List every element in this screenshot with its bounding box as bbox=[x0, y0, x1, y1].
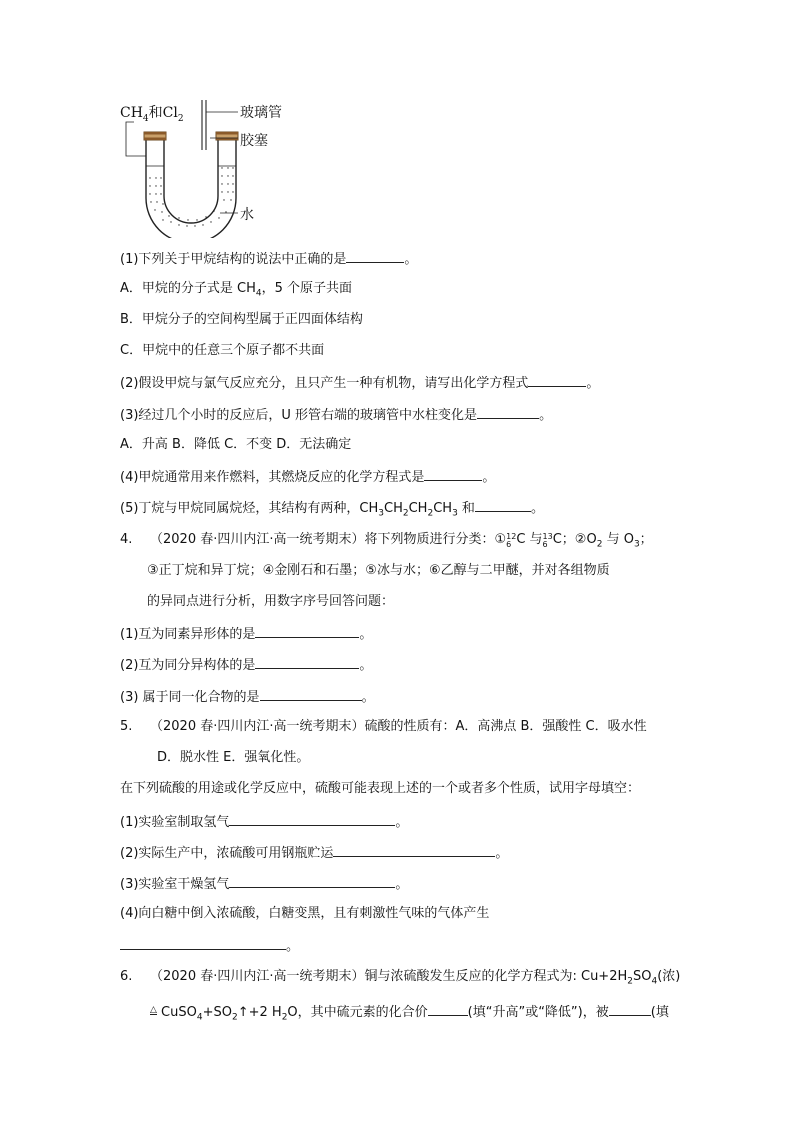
q4-part1: (1)互为同素异形体的是 。 bbox=[120, 624, 372, 644]
q4-part3: (3) 属于同一化合物的是 。 bbox=[120, 687, 375, 707]
answer-blank[interactable] bbox=[260, 687, 362, 701]
answer-blank[interactable] bbox=[609, 1002, 651, 1016]
q5-line2: D．脱水性 E．强氧化性。 bbox=[157, 750, 310, 765]
q6-line2: △ $CuSO_4+SO_2↑+2$ $H_2O$，其中硫元素的化合价 (填“升高”或“降低”)，被 (填 bbox=[150, 1002, 669, 1027]
q4-part2: (2)互为同分异构体的是 。 bbox=[120, 655, 372, 675]
q3-option-a: A．甲烷的分子式是 $CH_4$，5 个原子共面 bbox=[120, 281, 353, 299]
q4-line2: ③正丁烷和异丁烷；④金刚石和石墨；⑤冰与水；⑥乙醇与二甲醚，并对各组物质 bbox=[147, 563, 610, 578]
heat-condition: △ bbox=[150, 1005, 157, 1015]
isotope-c12-label: 12 6 bbox=[506, 532, 517, 549]
answer-blank[interactable] bbox=[255, 655, 359, 669]
answer-blank[interactable] bbox=[346, 249, 404, 263]
answer-blank[interactable] bbox=[120, 936, 286, 950]
q5-part4-answer: 。 bbox=[120, 936, 299, 956]
q3-option-c: C．甲烷中的任意三个原子都不共面 bbox=[120, 343, 325, 358]
answer-blank[interactable] bbox=[528, 373, 586, 387]
answer-blank[interactable] bbox=[477, 405, 539, 419]
isotope-c13-label: 13 6 bbox=[542, 532, 553, 549]
q5-number: 5. bbox=[120, 719, 133, 734]
answer-blank[interactable] bbox=[229, 874, 395, 888]
answer-blank[interactable] bbox=[229, 812, 395, 826]
q5-part1: (1)实验室制取氢气 。 bbox=[120, 812, 408, 832]
label-water: 水 bbox=[240, 207, 254, 223]
q5-part3: (3)实验室干燥氢气 。 bbox=[120, 874, 408, 894]
label-stopper: 胶塞 bbox=[240, 133, 268, 149]
q3-part1: (1)下列关于甲烷结构的说法中正确的是 。 bbox=[120, 249, 417, 269]
answer-blank[interactable] bbox=[333, 843, 495, 857]
q6-number: 6. bbox=[120, 969, 133, 984]
answer-blank[interactable] bbox=[255, 624, 359, 638]
q3-part3: (3)经过几个小时的反应后，U 形管右端的玻璃管中水柱变化是 。 bbox=[120, 405, 552, 425]
q3-option-b: B．甲烷分子的空间构型属于正四面体结构 bbox=[120, 312, 363, 327]
u-tube-diagram bbox=[118, 98, 318, 238]
answer-blank[interactable] bbox=[428, 1002, 468, 1016]
answer-blank[interactable] bbox=[424, 467, 482, 481]
answer-blank[interactable] bbox=[475, 498, 531, 512]
q4-number: 4. bbox=[120, 532, 133, 547]
q4-line1: （2020 春·四川内江·高一统考期末）将下列物质进行分类：①12 6 C 与13 6 C；$②O_2$ 与 $O_3$； bbox=[150, 532, 653, 550]
label-gas: $CH_4$和$Cl_2$ bbox=[120, 105, 184, 124]
q3-part4: (4)甲烷通常用来作燃料，其燃烧反应的化学方程式是 。 bbox=[120, 467, 495, 487]
q5-line3: 在下列硫酸的用途或化学反应中，硫酸可能表现上述的一个或者多个性质，试用字母填空： bbox=[120, 781, 641, 796]
q5-part2: (2)实际生产中，浓硫酸可用钢瓶贮运 。 bbox=[120, 843, 508, 863]
q3-part2: (2)假设甲烷与氯气反应充分，且只产生一种有机物，请写出化学方程式 。 bbox=[120, 373, 599, 393]
q6-line1: （2020 春·四川内江·高一统考期末）铜与浓硫酸发生反应的化学方程式为: $Cu+2H_2SO_4$(浓) bbox=[150, 969, 681, 987]
q3-part5: (5)丁烷与甲烷同属烷烃，其结构有两种，$CH_3CH_2CH_2CH_3$ 和 。 bbox=[120, 498, 544, 523]
q5-line1: （2020 春·四川内江·高一统考期末）硫酸的性质有：A．高沸点 B．强酸性 C．吸水性 bbox=[150, 719, 647, 734]
q4-line3: 的异同点进行分析，用数字序号回答问题： bbox=[147, 594, 395, 609]
q3-part3-options: A．升高 B．降低 C．不变 D．无法确定 bbox=[120, 437, 352, 452]
q5-part4: (4)向白糖中倒入浓硫酸，白糖变黑，且有刺激性气味的气体产生 bbox=[120, 906, 490, 921]
label-glass-tube: 玻璃管 bbox=[240, 105, 282, 121]
